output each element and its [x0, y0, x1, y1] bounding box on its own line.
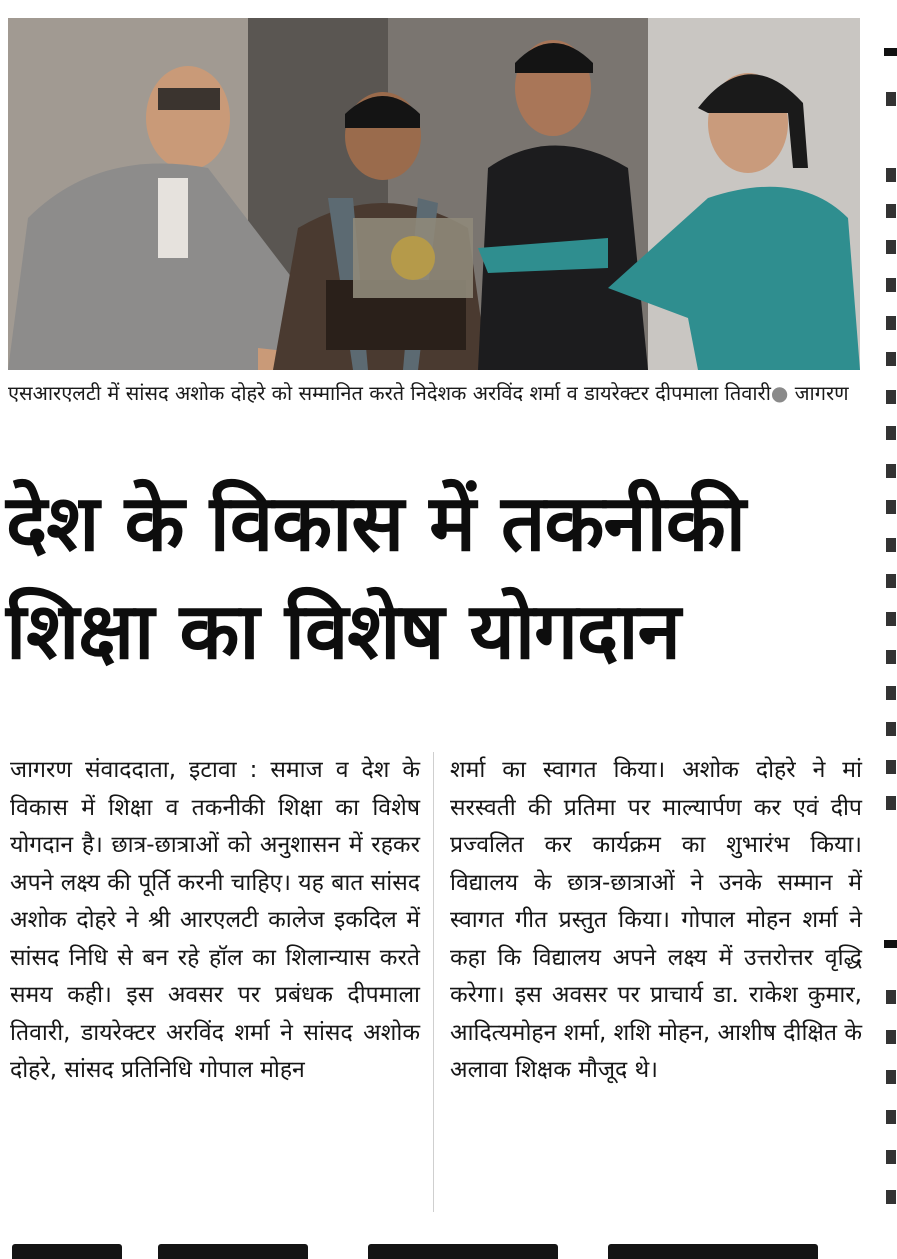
strip-fragment — [886, 1030, 896, 1044]
strip-fragment — [886, 574, 896, 588]
adjacent-article-strip — [872, 0, 897, 1259]
strip-fragment — [886, 1070, 896, 1084]
strip-fragment — [886, 464, 896, 478]
caption-text: एसआरएलटी में सांसद अशोक दोहरे को सम्मानित करते निदेशक अरविंद शर्मा व डायरेक्टर दीपमाला तिवारी — [8, 381, 771, 405]
column-divider — [433, 752, 434, 1212]
strip-fragment — [886, 538, 896, 552]
headline-line-1: देश के विकास में तकनीकी — [6, 479, 745, 569]
strip-fragment — [886, 650, 896, 664]
headline-line-2: शिक्षा का विशेष योगदान — [6, 587, 680, 677]
photo-illustration — [8, 18, 860, 370]
article-column-2: शर्मा का स्वागत किया। अशोक दोहरे ने मां सरस्वती की प्रतिमा पर माल्यार्पण कर एवं दीप प्रज्वलित कर कार्यक्रम का शुभारंभ किया। विद्यालय के छात्र-छात्राओं ने उनके सम्मान में स्वागत गीत प्रस्तुत किया। गोपाल मोहन शर्मा ने कहा कि विद्यालय अपने लक्ष्य में उत्तरोत्तर वृद्धि करेगा। इस अवसर पर प्राचार्य डा. राकेश कुमार, आदित्यमोहन शर्मा, शशि मोहन, आशीष दीक्षित के अलावा शिक्षक मौजूद थे। — [450, 757, 862, 1083]
strip-fragment — [886, 316, 896, 330]
news-photo — [8, 18, 860, 370]
cutoff-glyphs — [368, 1244, 558, 1259]
strip-fragment — [886, 352, 896, 366]
strip-fragment — [886, 990, 896, 1004]
strip-mark — [884, 48, 897, 56]
headline — [6, 470, 876, 686]
strip-fragment — [886, 1190, 896, 1204]
article-column-1: जागरण संवाददाता, इटावा : समाज व देश के विकास में शिक्षा व तकनीकी शिक्षा का विशेष योगदान है। छात्र-छात्राओं को अनुशासन में रहकर अपने लक्ष्य की पूर्ति करनी चाहिए। यह बात सांसद अशोक दोहरे ने श्री आरएलटी कालेज इकदिल में सांसद निधि से बन रहे हॉल का शिलान्यास करते समय कही। इस अवसर पर प्रबंधक दीपमाला तिवारी, डायरेक्टर अरविंद शर्मा ने सांसद अशोक दोहरे, सांसद प्रतिनिधि गोपाल मोहन — [10, 757, 420, 1083]
strip-fragment — [886, 240, 896, 254]
cutoff-glyphs — [12, 1244, 122, 1259]
strip-fragment — [886, 390, 896, 404]
strip-fragment — [886, 796, 896, 810]
strip-fragment — [886, 500, 896, 514]
strip-fragment — [886, 686, 896, 700]
caption-credit: जागरण — [794, 381, 849, 405]
strip-fragment — [886, 204, 896, 218]
strip-fragment — [886, 1110, 896, 1124]
strip-fragment — [886, 92, 896, 106]
strip-fragment — [886, 1150, 896, 1164]
cutoff-glyphs — [158, 1244, 308, 1259]
bullet-icon: ● — [770, 381, 789, 405]
strip-mark — [884, 940, 897, 948]
strip-fragment — [886, 426, 896, 440]
strip-fragment — [886, 722, 896, 736]
strip-fragment — [886, 168, 896, 182]
cutoff-glyphs — [608, 1244, 818, 1259]
photo-caption — [8, 378, 868, 408]
strip-fragment — [886, 278, 896, 292]
strip-fragment — [886, 760, 896, 774]
strip-fragment — [886, 612, 896, 626]
next-headline-cutoff — [8, 1240, 868, 1259]
